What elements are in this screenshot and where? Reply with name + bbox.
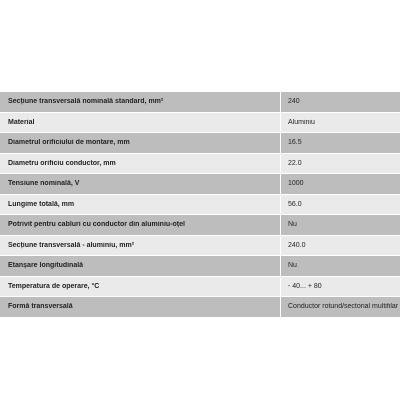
spec-table [0,92,400,318]
spec-label: Temperatura de operare, °C [8,282,100,290]
spec-row [0,174,400,194]
spec-row [0,236,400,256]
spec-row [0,297,400,317]
spec-row [0,154,400,174]
spec-value: - 40... + 80 [288,282,322,290]
spec-row [0,256,400,276]
spec-row [0,92,400,112]
spec-row [0,195,400,215]
spec-label: Secțiune transversală nominală standard, mm² [8,98,164,106]
spec-value: 16.5 [288,139,302,147]
spec-label: Lungime totală, mm [8,200,75,208]
spec-label: Diametru orificiu conductor, mm [8,159,116,167]
spec-row [0,215,400,235]
spec-value: Conductor rotund/sectorial multifilar [288,303,399,311]
spec-value: Aluminiu [288,118,315,126]
spec-value: 240 [288,98,300,106]
spec-value: 1000 [288,180,304,188]
spec-label: Etanșare longitudinală [8,262,84,270]
spec-label: Formă transversală [8,303,73,311]
spec-label: Material [8,118,35,126]
spec-value: 56.0 [288,200,302,208]
spec-row [0,277,400,297]
spec-label: Secțiune transversală - aluminiu, mm² [8,241,135,249]
spec-label: Tensiune nominală, V [8,180,80,188]
spec-label: Potrivit pentru cabluri cu conductor din aluminiu-oțel [8,221,185,229]
spec-value: 240.0 [288,241,306,249]
spec-value: Nu [288,221,297,229]
spec-value: 22.0 [288,159,302,167]
spec-row [0,113,400,133]
spec-value: Nu [288,262,297,270]
spec-row [0,133,400,153]
spec-label: Diametrul orificiului de montare, mm [8,139,130,147]
